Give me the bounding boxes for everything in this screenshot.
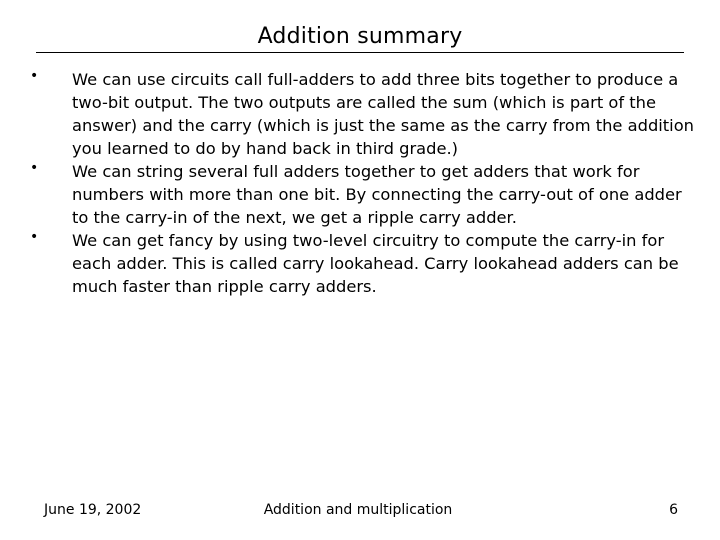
bullet-item xyxy=(30,229,698,298)
slide-title: Addition summary xyxy=(257,24,463,49)
bullet-text: We can get fancy by using two-level circuitry to compute the carry-in for each adder. This is called carry lookahead. Carry lookahead adders can be much faster than ripple carry adders. xyxy=(72,231,679,296)
title-divider xyxy=(36,52,684,53)
bullet-item xyxy=(30,160,698,229)
bullet-dot-icon: • xyxy=(30,160,39,176)
page-number: 6 xyxy=(669,502,678,518)
footer-title: Addition and multiplication xyxy=(263,502,453,518)
bullet-text: We can use circuits call full-adders to add three bits together to produce a two-bit output. The two outputs are called the sum (which is part of the answer) and the carry (which is just the same as the carry from the addition you learned to do by hand back in third grade.) xyxy=(72,70,694,158)
bullet-dot-icon: • xyxy=(30,68,39,84)
bullet-item xyxy=(30,68,698,160)
bullet-text: We can string several full adders together to get adders that work for numbers with more than one bit. By connecting the carry-out of one adder to the carry-in of the next, we get a ripple carry adder. xyxy=(72,162,682,227)
bullet-dot-icon: • xyxy=(30,229,39,245)
bullet-list xyxy=(30,68,698,298)
footer-date: June 19, 2002 xyxy=(44,502,142,518)
